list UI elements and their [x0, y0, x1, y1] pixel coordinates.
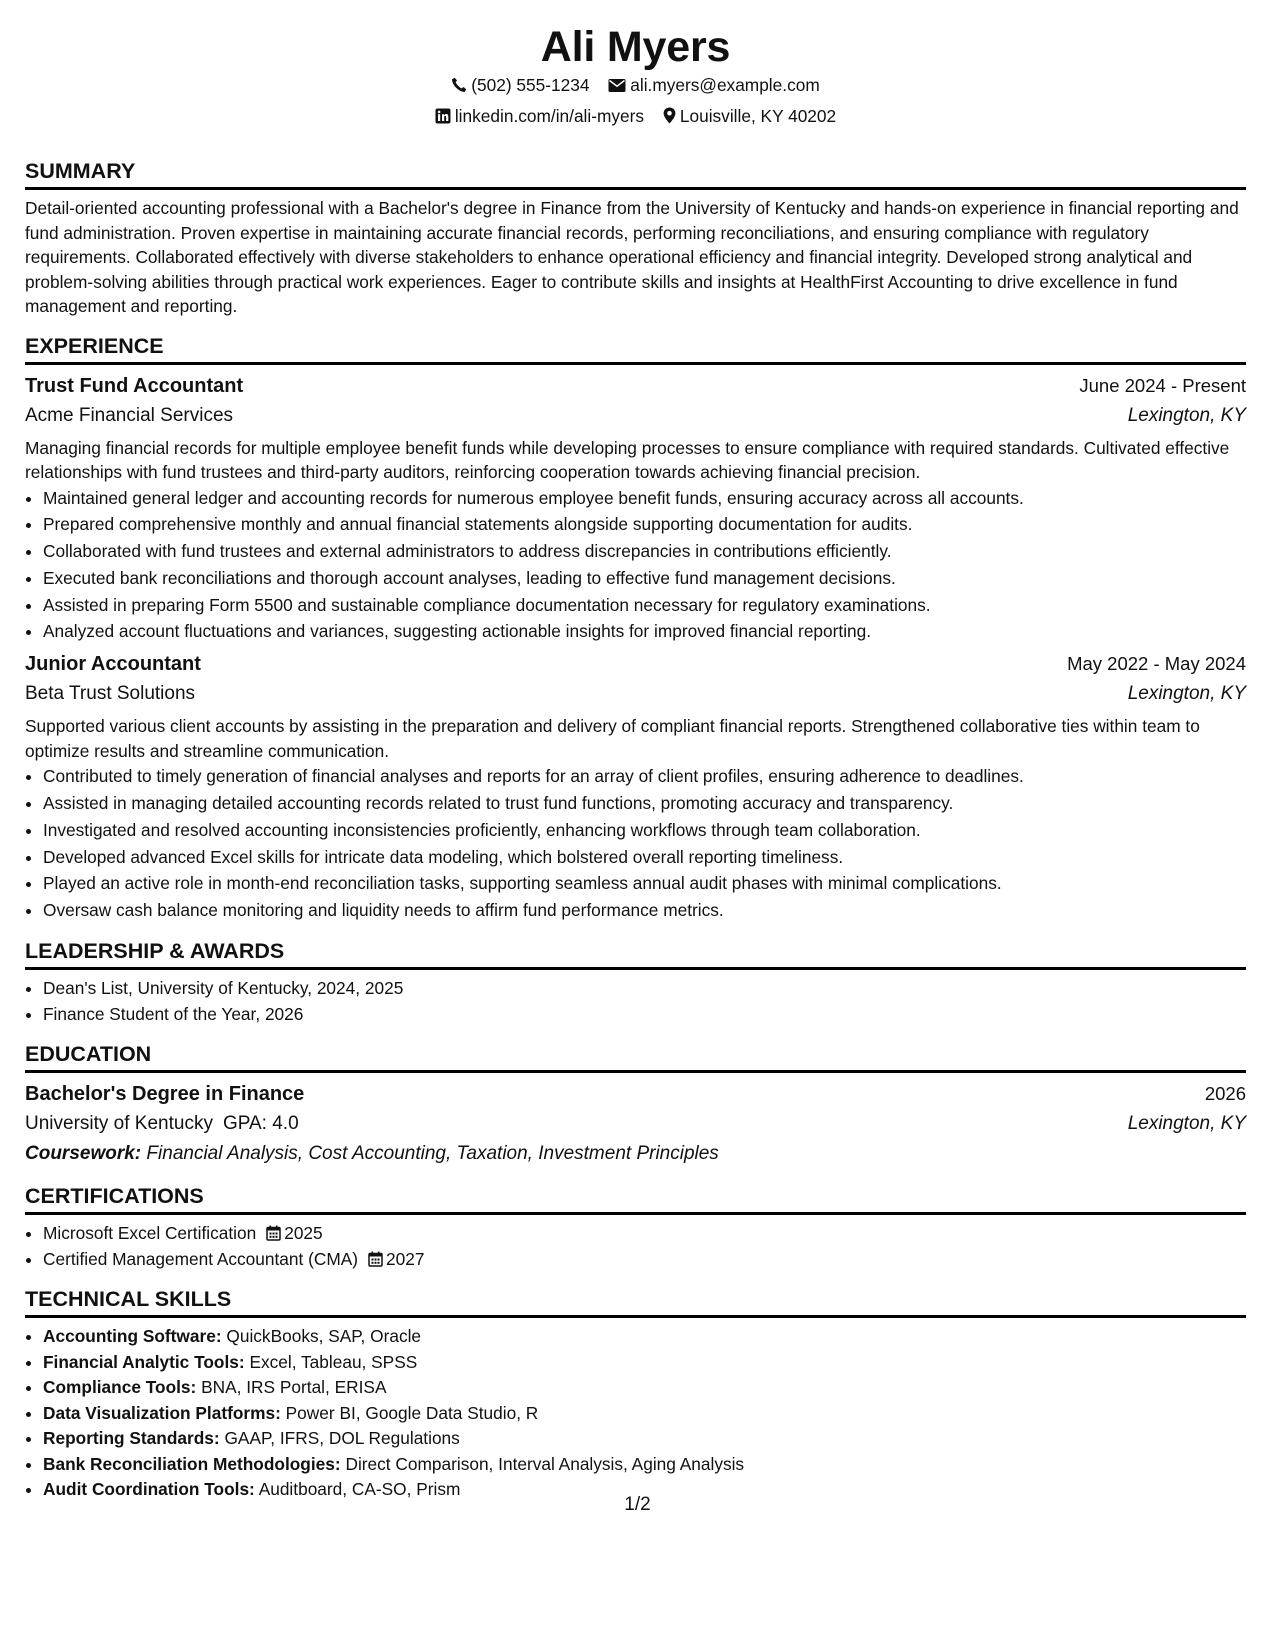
skill-value: Excel, Tableau, SPSS: [249, 1351, 418, 1372]
education-heading: EDUCATION: [25, 1041, 1246, 1073]
contact-line-1: [25, 73, 1246, 97]
experience-heading: EXPERIENCE: [25, 333, 1246, 365]
candidate-name: Ali Myers: [540, 23, 731, 71]
job-bullet: • Analyzed account fluctuations and variances, suggesting actionable insights for improved financial reporting.: [43, 618, 1246, 645]
job-bullet: • Oversaw cash balance monitoring and liquidity needs to affirm fund performance metrics.: [43, 897, 1246, 924]
job-company-row: [25, 401, 1246, 431]
email-link[interactable]: ali.myers@example.com: [630, 75, 820, 95]
degree-row: [25, 1079, 1246, 1109]
skill-label: Data Visualization Platforms:: [43, 1402, 281, 1423]
school-row: [25, 1109, 1246, 1139]
list-item: [43, 1401, 1246, 1427]
calendar-icon: [368, 1251, 383, 1267]
resume-page: [25, 0, 1246, 1503]
job-bullet: • Developed advanced Excel skills for intricate data modeling, which bolstered overall reporting timeliness.: [43, 844, 1246, 871]
skill-label: Reporting Standards:: [43, 1428, 220, 1449]
list-item: [43, 1247, 1246, 1273]
skills-list: [25, 1324, 1246, 1503]
list-item: [43, 1221, 1246, 1247]
job-title: Trust Fund Accountant: [25, 374, 244, 397]
skill-value: Power BI, Google Data Studio, R: [285, 1402, 539, 1423]
job-header-row: [25, 371, 1246, 401]
list-item: [43, 1375, 1246, 1401]
skill-value: BNA, IRS Portal, ERISA: [201, 1377, 387, 1398]
skill-label: Compliance Tools:: [43, 1377, 197, 1398]
cert-name: Microsoft Excel Certification: [43, 1223, 257, 1244]
cert-year: 2027: [386, 1248, 425, 1269]
school-name: University of Kentucky: [25, 1113, 213, 1135]
list-item: • Finance Student of the Year, 2026: [43, 1002, 1246, 1028]
page-number: 1/2: [624, 1494, 651, 1515]
email-item[interactable]: [608, 73, 819, 97]
cert-year: 2025: [284, 1223, 323, 1244]
cert-name: Certified Management Accountant (CMA): [43, 1248, 359, 1269]
job-bullets: [25, 763, 1246, 924]
job-title: Junior Accountant: [25, 653, 201, 676]
list-item: [43, 1426, 1246, 1452]
linkedin-icon: [435, 108, 451, 124]
job-bullet: • Contributed to timely generation of financial analyses and reports for an array of client profiles, ensuring adherence to deadlines.: [43, 763, 1246, 790]
job-bullets: [25, 485, 1246, 646]
job-company: Acme Financial Services: [25, 404, 234, 426]
summary-section: [25, 158, 1246, 319]
summary-text: Detail-oriented accounting professional with a Bachelor's degree in Finance from the University of Kentucky and hands-on experience in financial reporting and fund administration. Proven expertise in maintaining accurate financial records, performing reconciliations, and ensuring compliance with regulatory requirements. Collaborated effectively with diverse stakeholders to enhance operational efficiency and financial integrity. Developed strong analytical and problem-solving abilities through practical work experiences. Eager to contribute skills and insights at HealthFirst Accounting to drive excellence in fund management and reporting.: [25, 198, 1239, 316]
phone-item: [451, 73, 589, 97]
list-item: [43, 1452, 1246, 1478]
certifications-list: [25, 1221, 1246, 1272]
skill-value: Auditboard, CA-SO, Prism: [258, 1479, 461, 1500]
skill-label: Financial Analytic Tools:: [43, 1351, 245, 1372]
gpa: GPA: 4.0: [222, 1113, 299, 1135]
linkedin-link[interactable]: linkedin.com/in/ali-myers: [454, 106, 645, 126]
summary-heading: SUMMARY: [25, 158, 1246, 190]
map-marker-icon: [663, 107, 676, 124]
job-header-row: [25, 649, 1246, 679]
envelope-icon: [608, 78, 626, 93]
skill-value: QuickBooks, SAP, Oracle: [226, 1326, 422, 1347]
calendar-icon: [266, 1225, 281, 1241]
job-dates: May 2022 - May 2024: [1067, 653, 1246, 675]
location-item: [663, 104, 836, 128]
job-bullet: • Assisted in managing detailed accounting records related to trust fund functions, promoting accuracy and transparency.: [43, 790, 1246, 817]
job-bullet: • Investigated and resolved accounting inconsistencies proficiently, enhancing workflows through team collaboration.: [43, 817, 1246, 844]
certifications-section: [25, 1183, 1246, 1272]
phone-text: (502) 555-1234: [471, 75, 590, 95]
leadership-heading: LEADERSHIP & AWARDS: [25, 938, 1246, 970]
coursework-list: Financial Analysis, Cost Accounting, Taxation, Investment Principles: [146, 1143, 719, 1165]
job-company: Beta Trust Solutions: [25, 683, 196, 705]
job-bullet: • Collaborated with fund trustees and external administrators to address discrepancies in contributions efficiently.: [43, 538, 1246, 565]
job-location: Lexington, KY: [1127, 404, 1246, 426]
certifications-heading: CERTIFICATIONS: [25, 1183, 1246, 1215]
experience-section: [25, 333, 1246, 925]
skill-value: Direct Comparison, Interval Analysis, Aging Analysis: [345, 1453, 745, 1474]
skills-section: [25, 1286, 1246, 1503]
job-bullet: • Prepared comprehensive monthly and annual financial statements alongside supporting documentation for audits.: [43, 511, 1246, 538]
leadership-section: [25, 938, 1246, 1027]
degree-year: 2026: [1204, 1083, 1246, 1105]
education-section: [25, 1041, 1246, 1169]
skill-label: Accounting Software:: [43, 1326, 222, 1347]
school-info: [25, 1109, 299, 1139]
job-dates: June 2024 - Present: [1079, 374, 1246, 396]
phone-icon: [451, 77, 467, 93]
list-item: [43, 1324, 1246, 1350]
job-description: Supported various client accounts by assisting in the preparation and delivery of compliant financial reports. Strengthened collaborative ties within team to optimize results and streamline communication.: [25, 716, 1200, 761]
skills-heading: TECHNICAL SKILLS: [25, 1286, 1246, 1318]
coursework: [25, 1139, 1246, 1169]
job-bullet: • Played an active role in month-end reconciliation tasks, supporting seamless annual audit phases with minimal complications.: [43, 870, 1246, 897]
job-description: Managing financial records for multiple employee benefit funds while developing processes to ensure compliance with required standards. Cultivated effective relationships with fund trustees and third-party auditors, reinforcing cooperation towards achieving financial precision.: [25, 437, 1230, 482]
contact-line-2: [25, 104, 1246, 128]
job-company-row: [25, 679, 1246, 709]
job-bullet: • Executed bank reconciliations and thorough account analyses, leading to effective fund management decisions.: [43, 565, 1246, 592]
job-location: Lexington, KY: [1127, 683, 1246, 705]
location-text: Louisville, KY 40202: [679, 106, 837, 126]
coursework-label: Coursework:: [25, 1143, 142, 1165]
degree-name: Bachelor's Degree in Finance: [25, 1083, 305, 1106]
skill-label: Audit Coordination Tools:: [43, 1479, 255, 1500]
school-location: Lexington, KY: [1127, 1113, 1246, 1135]
linkedin-item[interactable]: [435, 104, 644, 128]
leadership-list: [25, 976, 1246, 1027]
list-item: • Dean's List, University of Kentucky, 2024, 2025: [43, 976, 1246, 1002]
skill-value: GAAP, IFRS, DOL Regulations: [224, 1428, 460, 1449]
job-entry: [25, 371, 1246, 646]
job-bullet: • Maintained general ledger and accounting records for numerous employee benefit funds, ensuring accuracy across all accounts.: [43, 485, 1246, 512]
job-bullet: • Assisted in preparing Form 5500 and sustainable compliance documentation necessary for regulatory examinations.: [43, 592, 1246, 619]
job-entry: [25, 649, 1246, 924]
list-item: [43, 1350, 1246, 1376]
skill-label: Bank Reconciliation Methodologies:: [43, 1453, 341, 1474]
